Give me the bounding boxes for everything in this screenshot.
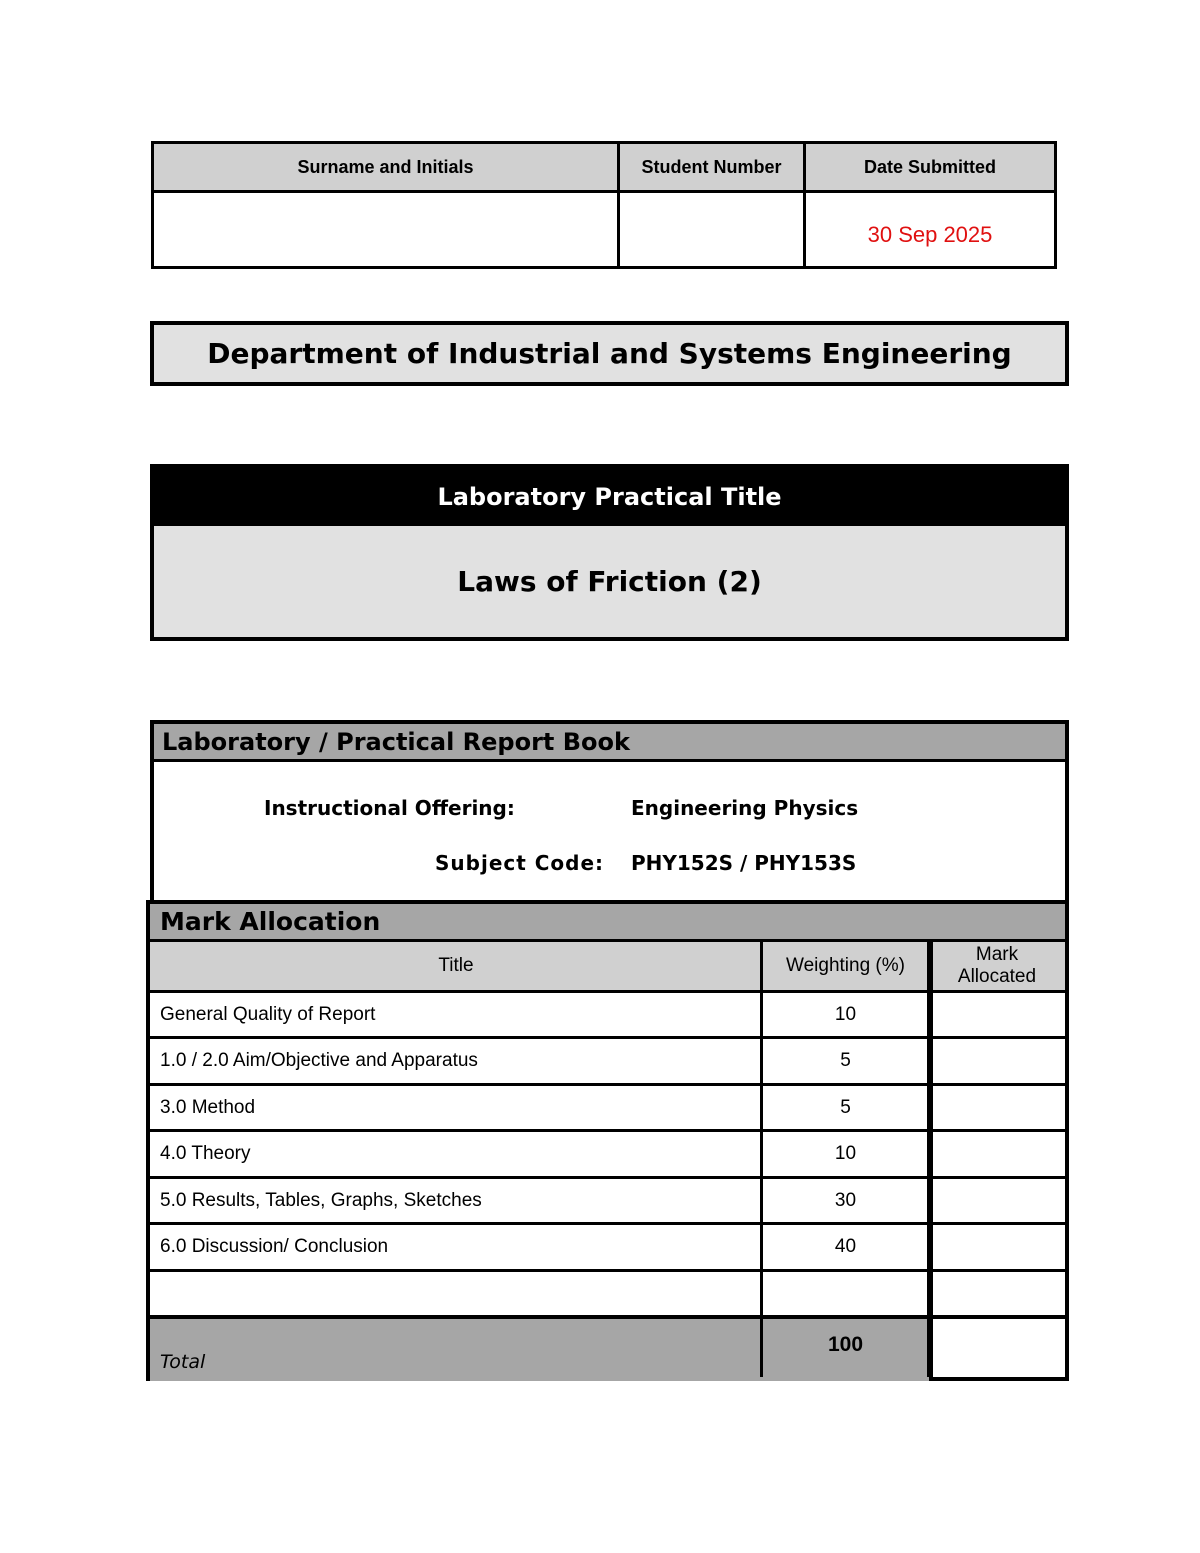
mark-allocation-table (146, 900, 1069, 1381)
row-title: General Quality of Report (160, 1003, 376, 1025)
row-mark-field[interactable] (929, 1039, 1065, 1083)
practical-title-heading: Laboratory Practical Title (154, 468, 1065, 526)
row-mark-field[interactable] (929, 1132, 1065, 1176)
practical-title-box (150, 464, 1069, 641)
student-number-header: Student Number (620, 144, 803, 193)
mark-allocation-heading: Mark Allocation (150, 904, 1065, 942)
surname-field[interactable] (154, 193, 617, 266)
row-mark-field[interactable] (929, 1179, 1065, 1222)
row-title: 6.0 Discussion/ Conclusion (160, 1236, 389, 1257)
column-divider (803, 144, 806, 266)
offering-value: Engineering Physics (631, 796, 859, 820)
row-weight: 10 (834, 1143, 857, 1164)
row-title: 4.0 Theory (160, 1143, 251, 1164)
row-mark-field[interactable] (929, 1086, 1065, 1129)
title-column-header: Title (438, 955, 474, 976)
total-mark-field[interactable] (929, 1319, 1065, 1381)
student-info-table (151, 141, 1057, 269)
row-title: 5.0 Results, Tables, Graphs, Sketches (160, 1189, 482, 1211)
row-title: 3.0 Method (160, 1096, 256, 1118)
surname-header: Surname and Initials (154, 144, 617, 193)
row-weight (762, 1272, 929, 1315)
column-divider (760, 942, 763, 1377)
row-weight: 5 (840, 1050, 851, 1071)
row-mark-field[interactable] (929, 993, 1065, 1036)
column-divider (617, 144, 620, 266)
mark-column-header: Mark Allocated (957, 944, 1037, 987)
row-mark-field[interactable] (929, 1225, 1065, 1269)
row-title: 1.0 / 2.0 Aim/Objective and Apparatus (160, 1050, 478, 1071)
total-label: Total (150, 1319, 762, 1381)
double-column-divider (927, 942, 933, 1377)
practical-title: Laws of Friction (2) (457, 565, 762, 598)
report-book-heading: Laboratory / Practical Report Book (154, 724, 1065, 762)
row-mark-field[interactable] (929, 1272, 1065, 1315)
row-weight: 5 (840, 1096, 851, 1118)
row-weight: 10 (834, 1003, 857, 1025)
date-submitted-header: Date Submitted (806, 144, 1054, 193)
weighting-column-header: Weighting (%) (786, 955, 905, 976)
date-submitted-value[interactable]: 30 Sep 2025 (867, 221, 993, 247)
row-weight: 30 (834, 1189, 857, 1211)
offering-label: Instructional Offering: (264, 796, 515, 820)
total-weight: 100 (762, 1319, 929, 1381)
row-title (150, 1272, 762, 1315)
student-number-field[interactable] (620, 193, 803, 266)
report-book-box (150, 720, 1069, 902)
row-weight: 40 (834, 1236, 857, 1257)
subject-code-value: PHY152S / PHY153S (631, 851, 857, 875)
department-title: Department of Industrial and Systems Engineering (150, 321, 1069, 386)
subject-code-label: Subject Code: (435, 851, 605, 875)
